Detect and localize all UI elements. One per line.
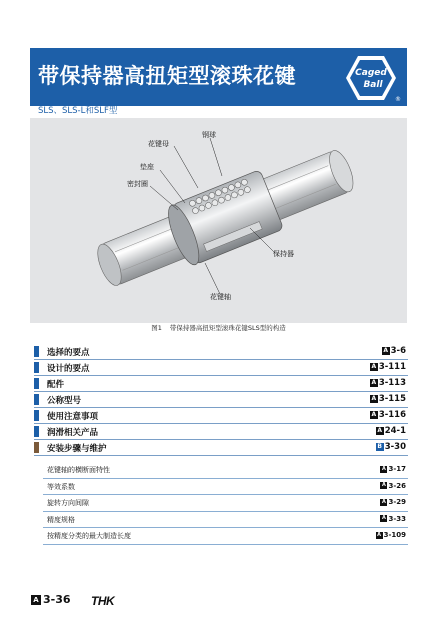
toc-page: 3-115 [378,394,406,404]
toc-row[interactable] [34,360,408,376]
toc-page-ref [370,410,406,420]
sub-toc-page: 3-33 [388,514,406,523]
toc-page: 3-30 [384,442,406,452]
footer-page: 3-36 [43,593,71,606]
toc-label: 安装步骤与维护 [47,444,107,454]
section-a-badge: A [382,498,386,505]
sub-toc-row[interactable] [43,479,408,496]
section-bar [34,346,39,357]
sub-toc-page-ref [380,515,406,523]
section-a-badge: A [371,411,377,418]
main-toc [34,344,408,456]
toc-row[interactable] [34,424,408,440]
toc-page-ref [382,346,406,356]
toc-label: 配件 [47,380,65,390]
section-a-badge: A [382,482,386,488]
page-title: 带保持器高扭矩型滚珠花键 [38,64,296,88]
label-ball: 钢球 [202,131,216,139]
section-a-badge: A [371,379,377,386]
logo-text-ball: Ball [363,80,383,90]
section-bar [34,394,39,405]
section-a-badge: A [371,395,377,402]
sub-toc-row[interactable] [43,528,408,545]
sub-toc-label: 按精度分类的最大制造长度 [47,532,131,540]
logo-registered-mark: ® [395,96,401,103]
toc-row[interactable] [34,392,408,408]
toc-page-ref [376,426,406,436]
sub-toc-page: 3-17 [388,465,406,473]
toc-page: 3-113 [378,378,406,388]
model-subtitle: SLS、SLS-L和SLF型 [38,106,118,116]
label-washer: 垫座 [140,163,154,171]
section-a-badge: A [31,595,41,605]
label-seal: 密封圈 [127,180,148,188]
toc-row[interactable] [34,440,408,456]
section-a-badge: A [382,465,386,472]
section-a-badge: A [382,515,386,521]
section-bar [34,362,39,373]
section-a-badge: A [377,427,383,434]
section-bar [34,378,39,389]
sub-toc-page-ref [380,498,406,506]
toc-label: 润滑相关产品 [47,428,99,438]
toc-page: 3-6 [390,346,406,356]
toc-row[interactable] [34,408,408,424]
footer-page-number [31,593,71,606]
sub-toc-label: 等效系数 [47,482,75,491]
sub-toc-page: 3-29 [388,498,406,506]
toc-label: 使用注意事项 [47,412,99,422]
title-banner [30,48,407,106]
structure-figure [30,118,407,323]
sub-toc [43,462,408,545]
sub-toc-row[interactable] [43,495,408,512]
section-a-badge: A [377,531,382,538]
sub-toc-page-ref [380,482,406,490]
toc-page: 24-1 [384,426,406,436]
toc-label: 选择的要点 [47,348,90,358]
section-a-badge: A [383,347,388,354]
sub-toc-page-ref [376,531,406,539]
toc-page-ref [376,442,406,452]
sub-toc-row[interactable] [43,512,408,529]
toc-row[interactable] [34,376,408,392]
logo-text-caged: Caged [355,68,387,78]
label-spline-nut: 花键母 [148,140,169,148]
toc-page: 3-111 [378,362,406,372]
toc-label: 公称型号 [47,396,82,406]
toc-page-ref [370,378,406,388]
sub-toc-page-ref [380,465,406,473]
sub-toc-label: 旋转方向间隙 [47,499,89,507]
thk-logo: THK [91,594,115,608]
label-retainer: 保持器 [273,250,294,258]
caption-text: 带保持器高扭矩型滚珠花键SLS型的构造 [169,324,286,332]
section-bar [34,426,39,437]
figure-caption [0,323,437,332]
caption-number: 图1 [151,324,162,332]
toc-page-ref [370,362,406,372]
label-spline-shaft: 花键轴 [210,293,231,301]
section-bar [34,442,39,453]
sub-toc-label: 精度规格 [47,515,75,524]
toc-page-ref [370,394,406,404]
section-bar [34,410,39,421]
sub-toc-label: 花键轴的横断面特性 [47,466,110,474]
sub-toc-page: 3-26 [388,481,406,490]
toc-row[interactable] [34,344,408,360]
sub-toc-row[interactable] [43,462,408,479]
section-b-badge: B [377,443,382,450]
toc-page: 3-116 [378,410,406,420]
toc-label: 设计的要点 [47,364,90,374]
sub-toc-page: 3-109 [383,531,406,539]
section-a-badge: A [371,363,377,370]
caged-ball-logo [340,52,402,104]
